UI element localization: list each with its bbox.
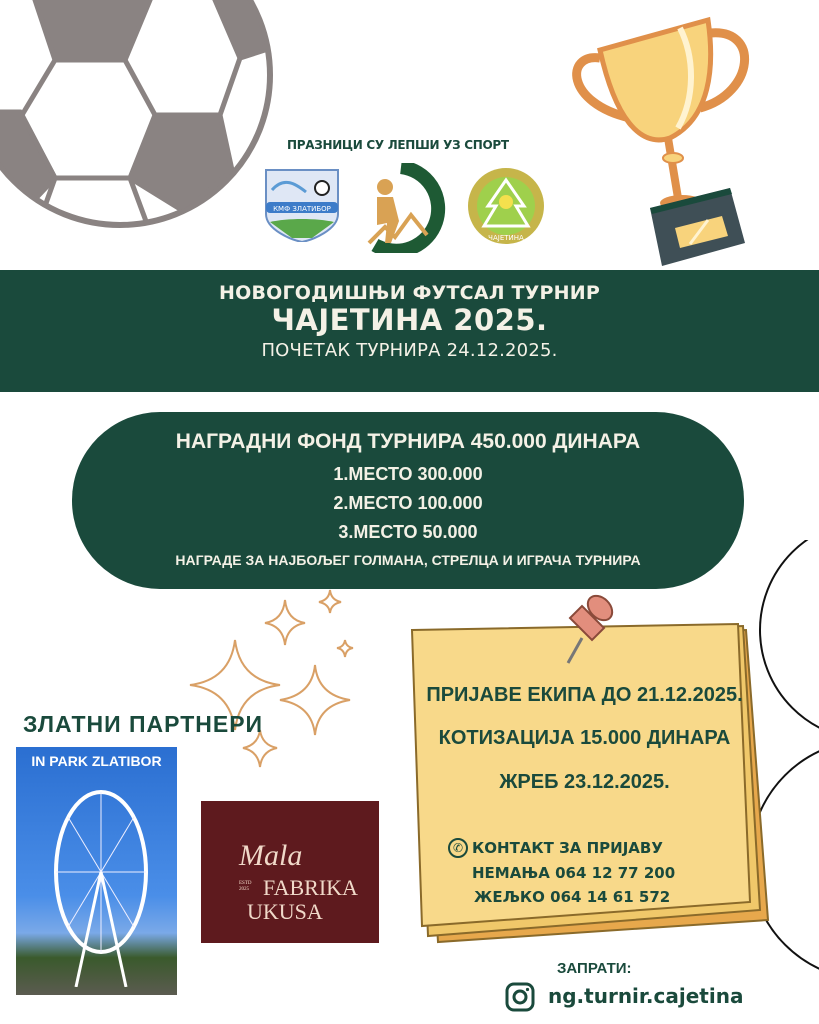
mala-estd: ESTD 2025	[239, 881, 252, 892]
instagram-icon[interactable]	[505, 982, 535, 1012]
cajetina-sports-logo	[466, 166, 546, 246]
trophy-icon	[560, 8, 765, 270]
follow-label: ЗАПРАТИ:	[557, 960, 632, 977]
prize-third-place: 3.МЕСТО 50.000	[338, 522, 478, 542]
title-banner	[0, 270, 819, 392]
soccer-ball-icon	[0, 0, 280, 250]
registration-fee: КОТИЗАЦИЈА 15.000 ДИНАРА	[438, 727, 731, 749]
phone-icon: ✆	[448, 838, 468, 858]
tournament-start-date: ПОЧЕТАК ТУРНИРА 24.12.2025.	[261, 340, 558, 361]
tagline: ПРАЗНИЦИ СУ ЛЕПШИ УЗ СПОРТ	[287, 138, 509, 152]
mala-line2: UKUSA	[247, 899, 323, 924]
mala-fabrika-ukusa-ad[interactable]	[201, 801, 379, 943]
ferris-wheel-icon	[46, 787, 156, 987]
gold-partners-title: ЗЛАТНИ ПАРТНЕРИ	[23, 711, 264, 737]
contact-label: КОНТАКТ ЗА ПРИЈАВУ	[472, 839, 663, 857]
svg-text:КМФ ЗЛАТИБОР: КМФ ЗЛАТИБОР	[273, 205, 331, 213]
hiker-mountain-logo	[355, 163, 447, 253]
prize-fund-panel	[72, 412, 744, 589]
prize-first-place: 1.МЕСТО 300.000	[333, 464, 483, 484]
individual-awards: НАГРАДЕ ЗА НАЈБОЉЕГ ГОЛМАНА, СТРЕЛЦА И ИГРАЧА ТУРНИРА	[175, 552, 641, 568]
prize-fund-title: НАГРАДНИ ФОНД ТУРНИРА 450.000 ДИНАРА	[175, 430, 641, 453]
contact-header	[448, 838, 663, 858]
mala-script: Mala	[239, 839, 303, 872]
registration-note	[412, 628, 757, 948]
kmf-zlatibor-logo	[262, 166, 342, 242]
inpark-title: IN PARK ZLATIBOR	[31, 753, 162, 769]
prize-second-place: 2.МЕСТО 100.000	[333, 493, 483, 513]
mala-line1: FABRIKA	[263, 875, 358, 900]
draw-date: ЖРЕБ 23.12.2025.	[499, 771, 670, 793]
svg-text:ЧАЈЕТИНА: ЧАЈЕТИНА	[488, 234, 524, 242]
tournament-location-year: ЧАЈЕТИНА 2025.	[271, 303, 548, 337]
instagram-handle[interactable]: ng.turnir.cajetina	[548, 984, 744, 1008]
sparkle-icons	[185, 585, 365, 785]
tournament-name: НОВОГОДИШЊИ ФУТСАЛ ТУРНИР	[219, 282, 600, 304]
inpark-zlatibor-ad[interactable]	[16, 747, 177, 995]
contact-phone-1[interactable]: НЕМАЊА 064 12 77 200	[472, 864, 676, 882]
registration-deadline: ПРИЈАВЕ ЕКИПА ДО 21.12.2025.	[426, 684, 743, 706]
contact-phone-2[interactable]: ЖЕЉКО 064 14 61 572	[474, 888, 671, 906]
